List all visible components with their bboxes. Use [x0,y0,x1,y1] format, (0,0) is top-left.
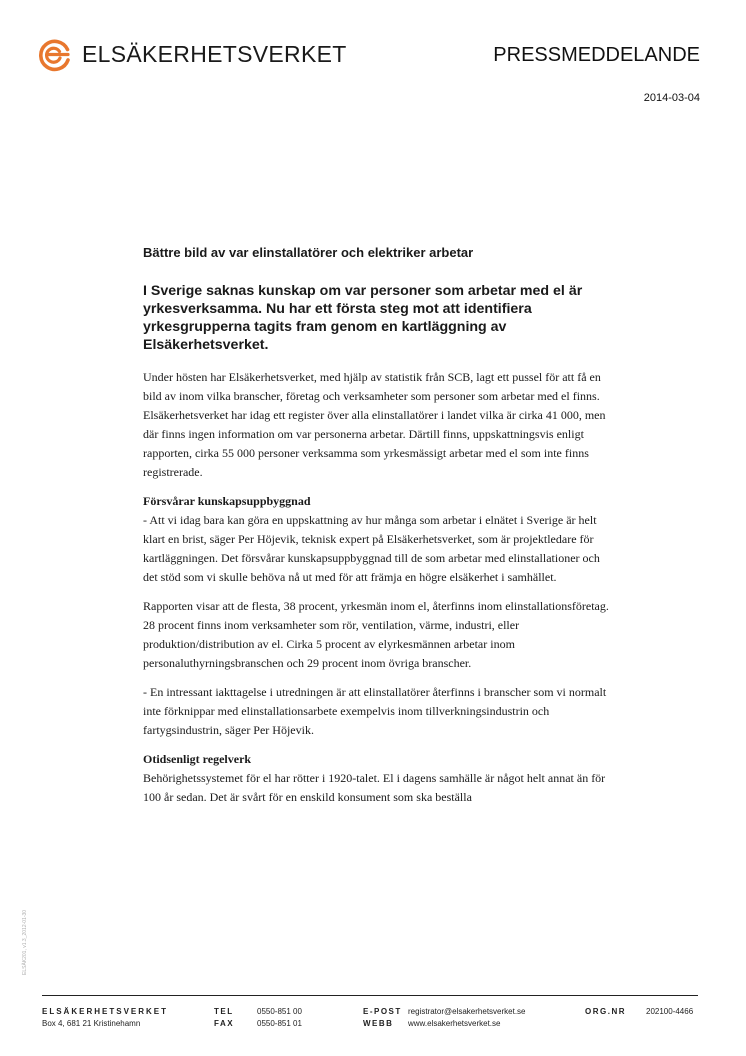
subheading-2: Otidsenligt regelverk [143,752,252,766]
footer-org-name: ELSÄKERHETSVERKET [42,1007,169,1016]
org-logo [37,36,347,72]
footer-web-label: WEBB [363,1019,394,1028]
article-title: Bättre bild av var elinstallatörer och elektriker arbetar [143,245,474,260]
footer-email-label: E-POST [363,1007,402,1016]
page-footer [42,1006,698,1036]
paragraph-1: Under hösten har Elsäkerhetsverket, med hjälp av statistik från SCB, lagt ett pussel för att få en bild av inom vilka branscher, företag och verksamheter som personer som arbetar med el finns. Elsäkerhetsverket har idag ett register över alla elinstallatörer i landet vilka är cirka 41 000, men där finns ingen information om var personerna arbetar. Därtill finns, uppskattningsvis enligt rapporten, cirka 55 000 personer verksamma som yrkesmässigt arbetar med el som inte finns registrerade. [143,370,606,479]
footer-fax-label: FAX [214,1019,235,1028]
template-version-note: ELSÄK201, v1.3_2012-01-30 [22,909,28,975]
footer-tel-label: TEL [214,1007,234,1016]
subheading-1: Försvårar kunskapsuppbyggnad [143,494,311,508]
footer-divider [42,995,698,996]
footer-tel-value: 0550-851 00 [257,1007,302,1016]
paragraph-2: - Att vi idag bara kan göra en uppskattning av hur många som arbetar i elnätet i Sverige är helt klart en brist, säger Per Höjevik, teknisk expert på Elsäkerhetsverket, som är projektledare för kartläggningen. Det försvårar kunskapsuppbyggnad till de som arbetar med elinstallationer och det stöd som vi skulle behöva nå ut med för att främja en högre elsäkerhet i samhället. [143,513,600,584]
footer-fax-value: 0550-851 01 [257,1019,302,1028]
document-date: 2014-03-04 [643,92,700,104]
elsakerhetsverket-logo-icon [37,36,73,72]
paragraph-3: Rapporten visar att de flesta, 38 procent, yrkesmän inom el, återfinns inom elinstallationsföretag. 28 procent finns inom verksamheter som rör, ventilation, värme, industri, eller produktion/distribution av el. Cirka 5 procent av elyrkesmännen arbetar inom personaluthyrningsbranschen och 29 procent inom övriga branscher. [143,599,609,670]
article-lead: I Sverige saknas kunskap om var personer som arbetar med el är yrkesverksamma. Nu har ett första steg mot att identifiera yrkesgrupperna tagits fram genom en kartläggning av Elsäkerhetsverket. [143,283,583,353]
footer-email-link[interactable]: registrator@elsakerhetsverket.se [408,1007,526,1016]
article-body [143,245,613,817]
paragraph-5: Behörighetssystemet för el har rötter i 1920-talet. El i dagens samhälle är något helt annat än för 100 år sedan. Det är svårt för en enskild konsument som ska beställa [143,771,606,804]
footer-address: Box 4, 681 21 Kristinehamn [42,1019,141,1028]
footer-web-link[interactable]: www.elsakerhetsverket.se [408,1019,501,1028]
document-type: PRESSMEDDELANDE [493,44,700,66]
footer-orgnr-value: 202100-4466 [646,1007,694,1016]
org-name: ELSÄKERHETSVERKET [82,40,347,67]
footer-orgnr-label: ORG.NR [585,1007,626,1016]
paragraph-4: - En intressant iakttagelse i utredningen är att elinstallatörer återfinns i branscher som vi normalt inte förknippar med elinstallationsarbete exempelvis inom tillverkningsindustrin och fartygsindustrin, säger Per Höjevik. [143,685,607,737]
